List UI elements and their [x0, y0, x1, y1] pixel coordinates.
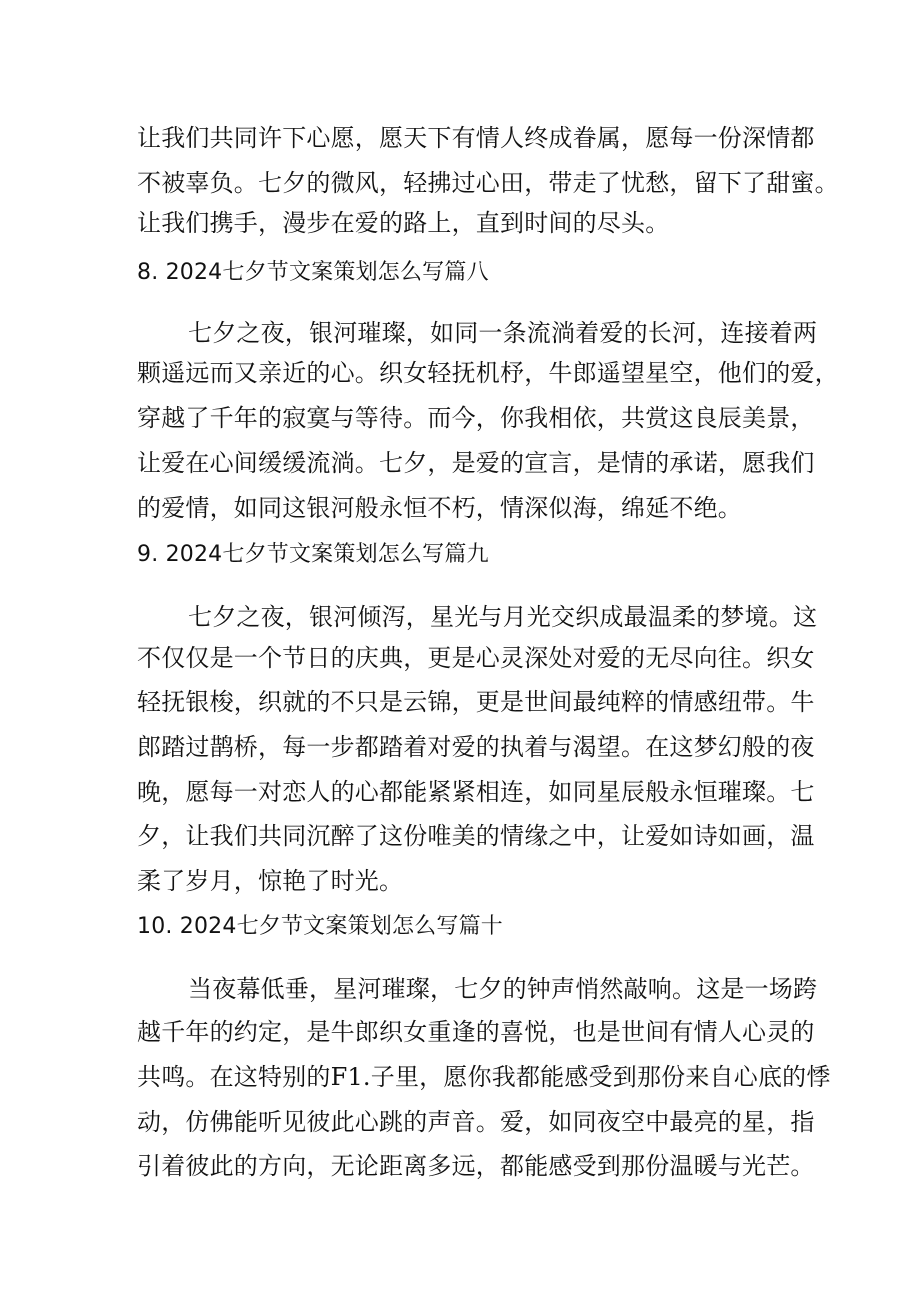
- intro-line-3: 让我们携手，漫步在爱的路上，直到时间的尽头。: [137, 209, 670, 237]
- section-8-line-3: 穿越了千年的寂寞与等待。而今，你我相依，共赏这良辰美景，: [137, 404, 815, 432]
- section-9-line-4: 郎踏过鹊桥，每一步都踏着对爱的执着与渴望。在这梦幻般的夜: [137, 733, 815, 761]
- section-9-line-3: 轻抚银梭，织就的不只是云锦，更是世间最纯粹的情感纽带。牛: [137, 688, 815, 716]
- section-8-line-1: 七夕之夜，银河璀璨，如同一条流淌着爱的长河，连接着两: [188, 319, 818, 347]
- section-10-line-2: 越千年的约定，是牛郎织女重逢的喜悦，也是世间有情人心灵的: [137, 1018, 815, 1046]
- intro-line-2: 不被辜负。七夕的微风，轻拂过心田，带走了忧愁，留下了甜蜜。: [137, 169, 839, 197]
- section-10-line-4: 动，仿佛能听见彼此心跳的声音。爱，如同夜空中最亮的星，指: [137, 1108, 815, 1136]
- intro-line-1: 让我们共同许下心愿，愿天下有情人终成眷属，愿每一份深情都: [137, 124, 815, 152]
- section-8-line-2: 颗遥远而又亲近的心。织女轻抚机杼，牛郎遥望星空，他们的爱，: [137, 359, 839, 387]
- section-8-line-5: 的爱情，如同这银河般永恒不朽，情深似海，绵延不绝。: [137, 494, 742, 522]
- section-9-line-5: 晚，愿每一对恋人的心都能紧紧相连，如同星辰般永恒璀璨。七: [137, 778, 815, 806]
- section-10-line-3: 共鸣。在这特别的F1.子里，愿你我都能感受到那份来自心底的悸: [137, 1063, 831, 1091]
- section-9-line-6: 夕，让我们共同沉醉了这份唯美的情缘之中，让爱如诗如画，温: [137, 822, 815, 850]
- section-9-line-7: 柔了岁月，惊艳了时光。: [137, 867, 404, 895]
- section-10-line-5: 引着彼此的方向，无论距离多远，都能感受到那份温暖与光芒。: [137, 1152, 815, 1180]
- section-10-line-1: 当夜幕低垂，星河璀璨，七夕的钟声悄然敲响。这是一场跨: [188, 975, 818, 1003]
- section-8-heading: 8. 2024七夕节文案策划怎么写篇八: [137, 260, 489, 285]
- section-9-line-1: 七夕之夜，银河倾泻，星光与月光交织成最温柔的梦境。这: [188, 603, 818, 631]
- section-8-line-4: 让爱在心间缓缓流淌。七夕，是爱的宣言，是情的承诺，愿我们: [137, 449, 815, 477]
- section-9-line-2: 不仅仅是一个节日的庆典，更是心灵深处对爱的无尽向往。织女: [137, 644, 815, 672]
- section-9-heading: 9. 2024七夕节文案策划怎么写篇九: [137, 542, 489, 567]
- section-10-heading: 10. 2024七夕节文案策划怎么写篇十: [137, 914, 503, 939]
